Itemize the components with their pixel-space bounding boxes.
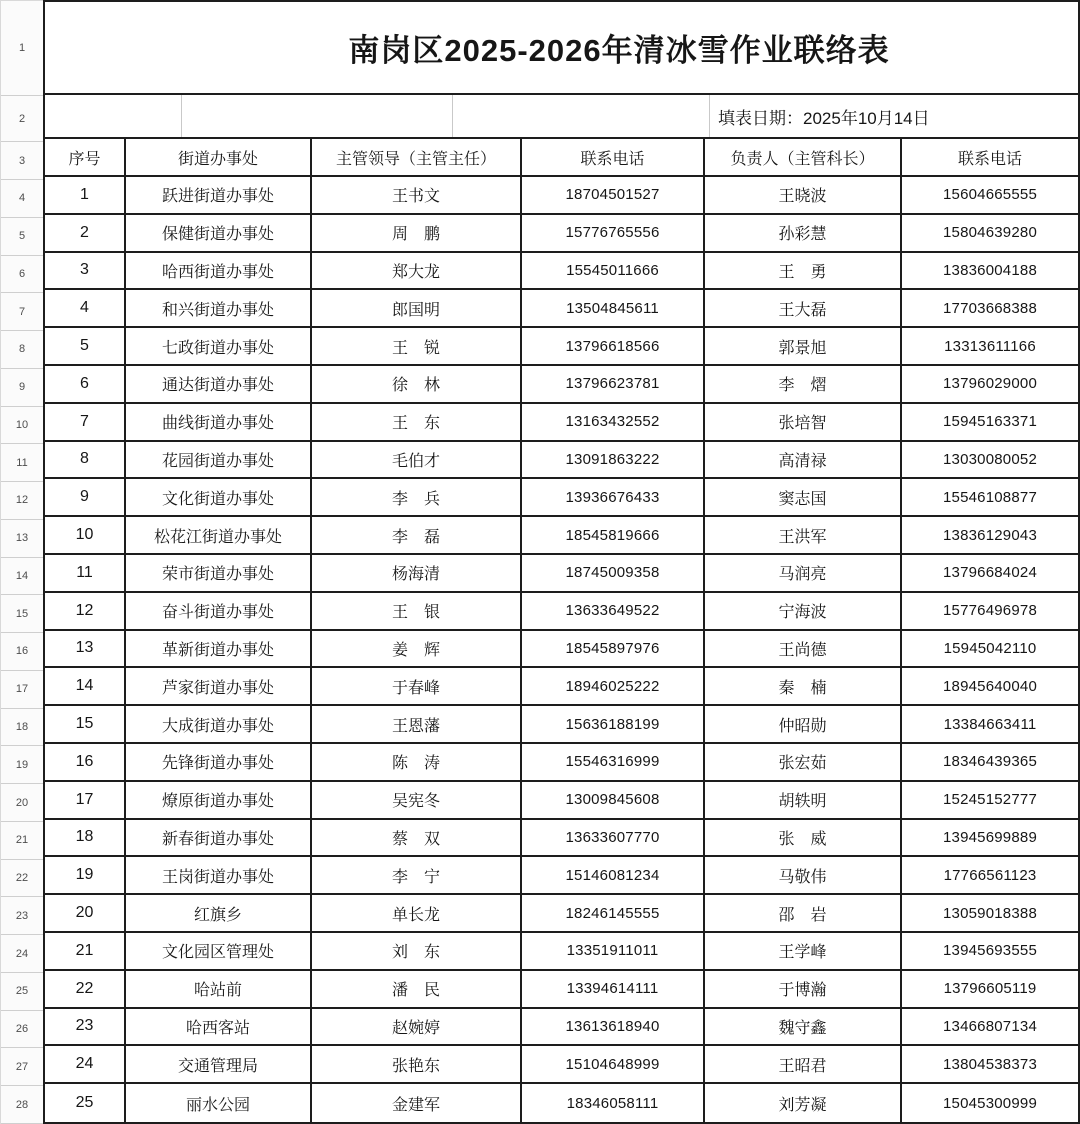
cell-manager-phone: 15804639280 bbox=[902, 215, 1078, 253]
cell-manager: 张培智 bbox=[705, 404, 902, 442]
cell-leader-phone: 18545819666 bbox=[522, 517, 705, 555]
row-number: 2 bbox=[1, 96, 43, 142]
cell-office: 王岗街道办事处 bbox=[126, 857, 312, 895]
cell-no: 3 bbox=[45, 253, 126, 291]
cell-office: 文化街道办事处 bbox=[126, 479, 312, 517]
row-number: 15 bbox=[1, 595, 43, 633]
form-date-label: 填表日期：2025年10月14日 bbox=[718, 108, 930, 128]
cell-office: 先锋街道办事处 bbox=[126, 744, 312, 782]
cell-leader-phone: 13394614111 bbox=[522, 971, 705, 1009]
cell-manager-phone: 15245152777 bbox=[902, 782, 1078, 820]
cell-leader-phone: 18545897976 bbox=[522, 631, 705, 669]
row-number: 23 bbox=[1, 897, 43, 935]
cell-leader-phone: 13091863222 bbox=[522, 442, 705, 480]
row-number: 22 bbox=[1, 860, 43, 898]
row-number-gutter bbox=[0, 0, 43, 1124]
cell-leader: 王书文 bbox=[312, 177, 522, 215]
cell-no: 8 bbox=[45, 442, 126, 480]
cell-leader: 单长龙 bbox=[312, 895, 522, 933]
row-number: 20 bbox=[1, 784, 43, 822]
cell-manager-phone: 15945042110 bbox=[902, 631, 1078, 669]
cell-manager: 王学峰 bbox=[705, 933, 902, 971]
row-number: 18 bbox=[1, 709, 43, 747]
cell-leader: 潘 民 bbox=[312, 971, 522, 1009]
cell-office: 松花江街道办事处 bbox=[126, 517, 312, 555]
row-number: 11 bbox=[1, 444, 43, 482]
row-number: 21 bbox=[1, 822, 43, 860]
cell-no: 10 bbox=[45, 517, 126, 555]
cell-manager-phone: 13836129043 bbox=[902, 517, 1078, 555]
row-number: 16 bbox=[1, 633, 43, 671]
cell-manager: 马敬伟 bbox=[705, 857, 902, 895]
cell-leader-phone: 15146081234 bbox=[522, 857, 705, 895]
cell-leader: 于春峰 bbox=[312, 668, 522, 706]
cell-manager: 宁海波 bbox=[705, 593, 902, 631]
cell-office: 文化园区管理处 bbox=[126, 933, 312, 971]
cell-manager: 窦志国 bbox=[705, 479, 902, 517]
cell-manager-phone: 17703668388 bbox=[902, 290, 1078, 328]
cell-no: 22 bbox=[45, 971, 126, 1009]
page-title: 南岗区2025-2026年清冰雪作业联络表 bbox=[45, 2, 1078, 95]
row-number: 19 bbox=[1, 746, 43, 784]
cell-manager-phone: 13796029000 bbox=[902, 366, 1078, 404]
cell-leader-phone: 18745009358 bbox=[522, 555, 705, 593]
cell-office: 跃进街道办事处 bbox=[126, 177, 312, 215]
row-number: 24 bbox=[1, 935, 43, 973]
cell-leader: 王 银 bbox=[312, 593, 522, 631]
cell-manager: 王昭君 bbox=[705, 1046, 902, 1084]
cell-office: 通达街道办事处 bbox=[126, 366, 312, 404]
cell-manager: 胡轶明 bbox=[705, 782, 902, 820]
cell-leader-phone: 13633607770 bbox=[522, 820, 705, 858]
row-number: 26 bbox=[1, 1011, 43, 1049]
cell-office: 燎原街道办事处 bbox=[126, 782, 312, 820]
cell-manager-phone: 18346439365 bbox=[902, 744, 1078, 782]
cell-no: 14 bbox=[45, 668, 126, 706]
cell-leader: 周 鹏 bbox=[312, 215, 522, 253]
row-number: 12 bbox=[1, 482, 43, 520]
row-number: 1 bbox=[1, 1, 43, 96]
cell-manager-phone: 13384663411 bbox=[902, 706, 1078, 744]
cell-leader-phone: 13936676433 bbox=[522, 479, 705, 517]
empty-cell bbox=[182, 95, 453, 137]
cell-office: 新春街道办事处 bbox=[126, 820, 312, 858]
cell-manager-phone: 15945163371 bbox=[902, 404, 1078, 442]
cell-office: 七政街道办事处 bbox=[126, 328, 312, 366]
cell-manager: 王晓波 bbox=[705, 177, 902, 215]
cell-leader-phone: 15104648999 bbox=[522, 1046, 705, 1084]
cell-leader-phone: 13504845611 bbox=[522, 290, 705, 328]
cell-manager-phone: 15776496978 bbox=[902, 593, 1078, 631]
row-number: 17 bbox=[1, 671, 43, 709]
row-number: 3 bbox=[1, 142, 43, 180]
cell-leader-phone: 13613618940 bbox=[522, 1009, 705, 1047]
cell-office: 大成街道办事处 bbox=[126, 706, 312, 744]
cell-manager: 孙彩慧 bbox=[705, 215, 902, 253]
cell-manager-phone: 15546108877 bbox=[902, 479, 1078, 517]
cell-manager-phone: 13804538373 bbox=[902, 1046, 1078, 1084]
cell-leader-phone: 18946025222 bbox=[522, 668, 705, 706]
cell-no: 23 bbox=[45, 1009, 126, 1047]
cell-leader-phone: 15545011666 bbox=[522, 253, 705, 291]
cell-manager: 李 熠 bbox=[705, 366, 902, 404]
cell-manager: 魏守鑫 bbox=[705, 1009, 902, 1047]
header-leader: 主管领导（主管主任） bbox=[312, 139, 522, 177]
row-number: 9 bbox=[1, 369, 43, 407]
cell-manager: 邵 岩 bbox=[705, 895, 902, 933]
cell-no: 20 bbox=[45, 895, 126, 933]
cell-office: 哈西客站 bbox=[126, 1009, 312, 1047]
cell-no: 1 bbox=[45, 177, 126, 215]
cell-no: 18 bbox=[45, 820, 126, 858]
cell-no: 2 bbox=[45, 215, 126, 253]
cell-manager-phone: 13945699889 bbox=[902, 820, 1078, 858]
cell-manager: 于博瀚 bbox=[705, 971, 902, 1009]
row-number: 6 bbox=[1, 256, 43, 294]
row-number: 13 bbox=[1, 520, 43, 558]
cell-leader: 蔡 双 bbox=[312, 820, 522, 858]
cell-leader-phone: 13009845608 bbox=[522, 782, 705, 820]
cell-leader-phone: 15546316999 bbox=[522, 744, 705, 782]
cell-leader: 郑大龙 bbox=[312, 253, 522, 291]
cell-no: 6 bbox=[45, 366, 126, 404]
cell-leader-phone: 13633649522 bbox=[522, 593, 705, 631]
cell-leader: 陈 涛 bbox=[312, 744, 522, 782]
cell-manager-phone: 13059018388 bbox=[902, 895, 1078, 933]
cell-no: 11 bbox=[45, 555, 126, 593]
cell-leader: 王 锐 bbox=[312, 328, 522, 366]
cell-no: 21 bbox=[45, 933, 126, 971]
cell-leader: 郎国明 bbox=[312, 290, 522, 328]
cell-manager: 郭景旭 bbox=[705, 328, 902, 366]
cell-no: 24 bbox=[45, 1046, 126, 1084]
cell-leader: 刘 东 bbox=[312, 933, 522, 971]
cell-office: 花园街道办事处 bbox=[126, 442, 312, 480]
cell-manager: 张宏茹 bbox=[705, 744, 902, 782]
header-office: 街道办事处 bbox=[126, 139, 312, 177]
row-number: 27 bbox=[1, 1048, 43, 1086]
cell-manager: 高清禄 bbox=[705, 442, 902, 480]
cell-manager-phone: 13796684024 bbox=[902, 555, 1078, 593]
cell-leader: 张艳东 bbox=[312, 1046, 522, 1084]
cell-leader: 王 东 bbox=[312, 404, 522, 442]
header-no: 序号 bbox=[45, 139, 126, 177]
cell-leader-phone: 18346058111 bbox=[522, 1084, 705, 1122]
row-number: 7 bbox=[1, 293, 43, 331]
cell-leader: 赵婉婷 bbox=[312, 1009, 522, 1047]
row-number: 5 bbox=[1, 218, 43, 256]
cell-leader: 李 兵 bbox=[312, 479, 522, 517]
cell-manager: 王尚德 bbox=[705, 631, 902, 669]
cell-leader-phone: 18246145555 bbox=[522, 895, 705, 933]
cell-manager: 刘芳凝 bbox=[705, 1084, 902, 1122]
cell-office: 丽水公园 bbox=[126, 1084, 312, 1122]
header-manager: 负责人（主管科长） bbox=[705, 139, 902, 177]
cell-office: 哈西街道办事处 bbox=[126, 253, 312, 291]
cell-office: 革新街道办事处 bbox=[126, 631, 312, 669]
row-number: 10 bbox=[1, 407, 43, 445]
cell-office: 奋斗街道办事处 bbox=[126, 593, 312, 631]
cell-leader-phone: 13796623781 bbox=[522, 366, 705, 404]
cell-no: 5 bbox=[45, 328, 126, 366]
row-number: 25 bbox=[1, 973, 43, 1011]
cell-leader: 李 宁 bbox=[312, 857, 522, 895]
cell-leader: 徐 林 bbox=[312, 366, 522, 404]
cell-leader: 毛伯才 bbox=[312, 442, 522, 480]
cell-office: 和兴街道办事处 bbox=[126, 290, 312, 328]
cell-manager: 马润亮 bbox=[705, 555, 902, 593]
cell-leader: 金建军 bbox=[312, 1084, 522, 1122]
cell-manager: 秦 楠 bbox=[705, 668, 902, 706]
cell-manager-phone: 18945640040 bbox=[902, 668, 1078, 706]
cell-no: 12 bbox=[45, 593, 126, 631]
cell-office: 荣市街道办事处 bbox=[126, 555, 312, 593]
cell-manager-phone: 15604665555 bbox=[902, 177, 1078, 215]
cell-leader: 姜 辉 bbox=[312, 631, 522, 669]
cell-office: 红旗乡 bbox=[126, 895, 312, 933]
form-date-row bbox=[45, 95, 1078, 139]
cell-manager-phone: 13030080052 bbox=[902, 442, 1078, 480]
cell-manager: 王洪军 bbox=[705, 517, 902, 555]
cell-leader: 李 磊 bbox=[312, 517, 522, 555]
cell-leader-phone: 18704501527 bbox=[522, 177, 705, 215]
cell-no: 9 bbox=[45, 479, 126, 517]
cell-manager-phone: 13945693555 bbox=[902, 933, 1078, 971]
cell-no: 4 bbox=[45, 290, 126, 328]
cell-leader-phone: 13796618566 bbox=[522, 328, 705, 366]
cell-leader-phone: 13351911011 bbox=[522, 933, 705, 971]
cell-leader: 王恩藩 bbox=[312, 706, 522, 744]
empty-cell bbox=[45, 95, 182, 137]
cell-leader-phone: 15636188199 bbox=[522, 706, 705, 744]
cell-manager-phone: 13796605119 bbox=[902, 971, 1078, 1009]
cell-manager: 王大磊 bbox=[705, 290, 902, 328]
cell-manager: 仲昭勋 bbox=[705, 706, 902, 744]
cell-leader-phone: 15776765556 bbox=[522, 215, 705, 253]
cell-manager-phone: 13313611166 bbox=[902, 328, 1078, 366]
cell-no: 7 bbox=[45, 404, 126, 442]
cell-no: 15 bbox=[45, 706, 126, 744]
cell-leader-phone: 13163432552 bbox=[522, 404, 705, 442]
cell-no: 17 bbox=[45, 782, 126, 820]
cell-manager-phone: 13466807134 bbox=[902, 1009, 1078, 1047]
cell-office: 曲线街道办事处 bbox=[126, 404, 312, 442]
cell-no: 13 bbox=[45, 631, 126, 669]
cell-office: 保健街道办事处 bbox=[126, 215, 312, 253]
cell-leader: 杨海清 bbox=[312, 555, 522, 593]
header-leader-phone: 联系电话 bbox=[522, 139, 705, 177]
cell-manager-phone: 13836004188 bbox=[902, 253, 1078, 291]
row-number: 28 bbox=[1, 1086, 43, 1124]
row-number: 4 bbox=[1, 180, 43, 218]
row-number: 8 bbox=[1, 331, 43, 369]
cell-manager: 张 威 bbox=[705, 820, 902, 858]
contact-table bbox=[43, 0, 1080, 1124]
cell-manager: 王 勇 bbox=[705, 253, 902, 291]
cell-manager-phone: 17766561123 bbox=[902, 857, 1078, 895]
row-number: 14 bbox=[1, 558, 43, 596]
cell-office: 哈站前 bbox=[126, 971, 312, 1009]
empty-cell bbox=[453, 95, 710, 137]
cell-no: 16 bbox=[45, 744, 126, 782]
cell-no: 25 bbox=[45, 1084, 126, 1122]
cell-office: 芦家街道办事处 bbox=[126, 668, 312, 706]
cell-manager-phone: 15045300999 bbox=[943, 1094, 1037, 1112]
cell-office: 交通管理局 bbox=[126, 1046, 312, 1084]
cell-leader: 吴宪冬 bbox=[312, 782, 522, 820]
cell-no: 19 bbox=[45, 857, 126, 895]
header-manager-phone: 联系电话 bbox=[902, 139, 1078, 177]
